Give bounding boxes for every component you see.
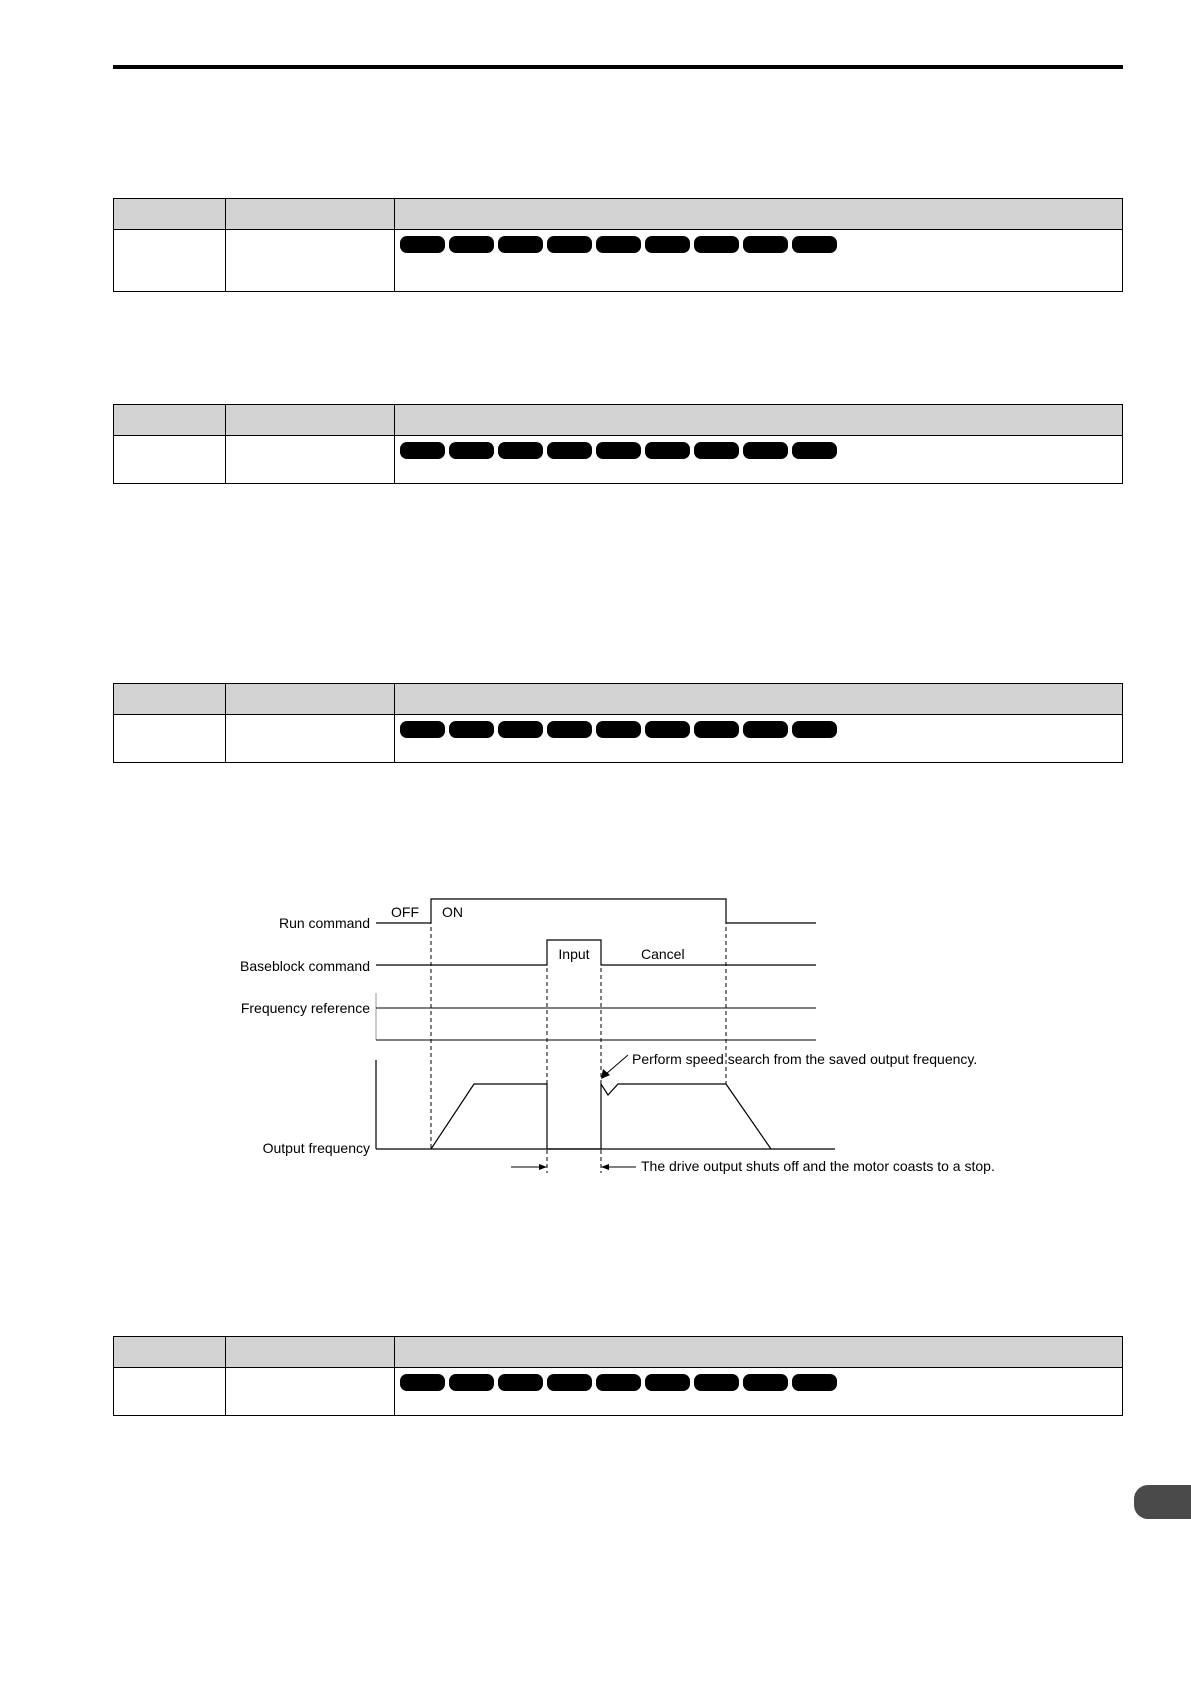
coast-annotation: The drive output shuts off and the motor coasts to a stop. <box>641 1158 995 1174</box>
control-mode-badge <box>498 1374 543 1391</box>
header-cell-no <box>114 1337 226 1368</box>
header-cell-name <box>226 1337 395 1368</box>
control-mode-badge <box>596 1374 641 1391</box>
control-mode-badge <box>743 1374 788 1391</box>
control-mode-badge <box>547 1374 592 1391</box>
control-mode-badge <box>792 1374 837 1391</box>
coast-arrowhead-right <box>601 1164 609 1170</box>
frequency-reference-label: Frequency reference <box>240 1000 370 1016</box>
control-mode-badge <box>694 1374 739 1391</box>
control-mode-badge <box>449 1374 494 1391</box>
baseblock-command-label: Baseblock command <box>240 958 370 974</box>
parameter-table-4 <box>113 1336 1123 1416</box>
speed-search-leader <box>606 1055 628 1074</box>
output-frequency-label: Output frequency <box>262 1140 370 1156</box>
speed-search-arrowhead <box>601 1069 610 1079</box>
chapter-side-tab <box>1134 1485 1191 1519</box>
cell-description <box>395 1368 1123 1416</box>
baseblock-input-label: Input <box>558 946 590 962</box>
control-mode-badge <box>400 1374 445 1391</box>
baseblock-command-signal <box>376 940 816 965</box>
table-header-row <box>114 1337 1123 1368</box>
control-mode-badges <box>395 1368 1122 1391</box>
control-mode-badge <box>645 1374 690 1391</box>
run-on-label: ON <box>442 904 463 920</box>
run-command-label: Run command <box>278 915 370 931</box>
cell-no <box>114 1368 226 1416</box>
baseblock-cancel-label: Cancel <box>641 946 685 962</box>
cell-name <box>226 1368 395 1416</box>
coast-arrowhead-left <box>539 1164 547 1170</box>
run-command-signal <box>431 899 816 923</box>
speed-search-annotation: Perform speed search from the saved output frequency. <box>632 1051 978 1067</box>
run-off-label: OFF <box>391 904 419 920</box>
header-cell-description <box>395 1337 1123 1368</box>
table-row <box>114 1368 1123 1416</box>
